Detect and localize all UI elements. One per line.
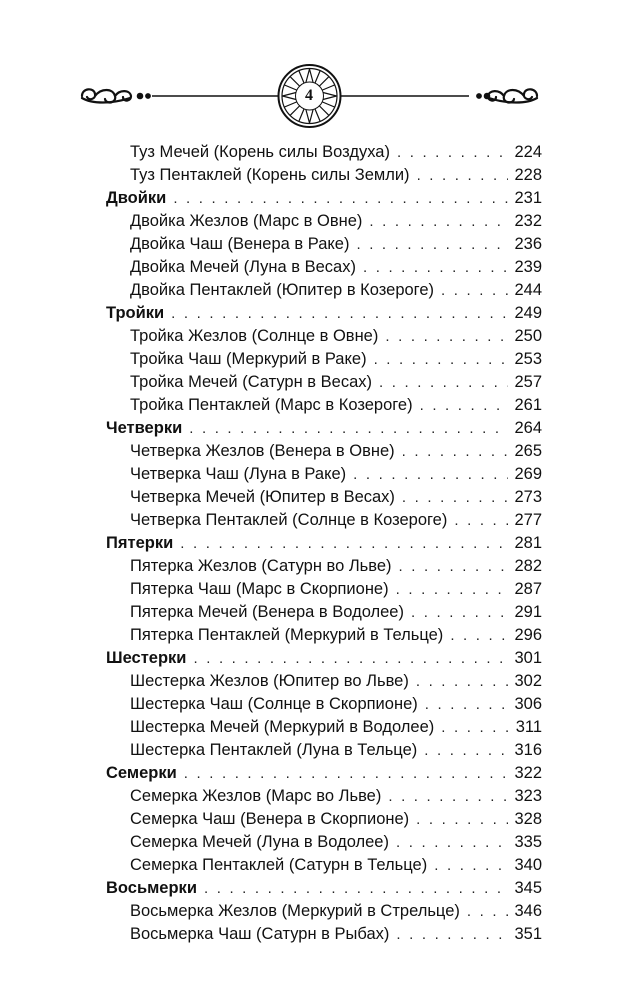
scroll-ornament-icon — [82, 89, 150, 102]
toc-leader-dots — [356, 233, 508, 256]
toc-entry-row[interactable] — [106, 854, 542, 877]
toc-page-number: 253 — [514, 350, 542, 368]
toc-entry-title: Двойка Чаш (Венера в Раке) — [130, 235, 350, 253]
toc-entry-title: Двойка Мечей (Луна в Весах) — [130, 258, 356, 276]
toc-section-row[interactable] — [106, 532, 542, 555]
toc-leader-dots — [385, 325, 508, 348]
toc-entry-title: Тройка Чаш (Меркурий в Раке) — [130, 350, 367, 368]
toc-leader-dots — [399, 555, 508, 578]
toc-entry-title: Двойка Пентаклей (Юпитер в Козероге) — [130, 281, 435, 299]
toc-leader-dots — [425, 693, 508, 716]
toc-leader-dots — [171, 302, 508, 325]
toc-entry-title: Шестерка Жезлов (Юпитер во Льве) — [130, 672, 409, 690]
toc-page-number: 301 — [514, 649, 542, 667]
toc-page-number: 346 — [514, 902, 542, 920]
toc-section-title: Шестерки — [106, 649, 187, 667]
toc-entry-title: Четверка Чаш (Луна в Раке) — [130, 465, 347, 483]
toc-section-title: Семерки — [106, 764, 177, 782]
toc-entry-row[interactable] — [106, 785, 542, 808]
toc-leader-dots — [396, 923, 508, 946]
toc-page-number: 282 — [514, 557, 542, 575]
toc-leader-dots — [388, 785, 508, 808]
toc-page-number: 345 — [514, 879, 542, 897]
toc-entry-row[interactable] — [106, 739, 542, 762]
toc-leader-dots — [193, 647, 508, 670]
toc-section-row[interactable] — [106, 762, 542, 785]
toc-entry-row[interactable] — [106, 348, 542, 371]
toc-entry-title: Пятерка Пентаклей (Меркурий в Тельце) — [130, 626, 444, 644]
toc-entry-title: Четверка Мечей (Юпитер в Весах) — [130, 488, 395, 506]
toc-entry-title: Семерка Мечей (Луна в Водолее) — [130, 833, 389, 851]
toc-section-title: Тройки — [106, 304, 165, 322]
toc-entry-row[interactable] — [106, 164, 542, 187]
toc-section-title: Восьмерки — [106, 879, 197, 897]
toc-page-number: 351 — [514, 925, 542, 943]
toc-page-number: 264 — [514, 419, 542, 437]
toc-entry-title: Шестерка Мечей (Меркурий в Водолее) — [130, 718, 435, 736]
toc-entry-row[interactable] — [106, 601, 542, 624]
toc-entry-title: Четверка Пентаклей (Солнце в Козероге) — [130, 511, 448, 529]
toc-page-number: 323 — [514, 787, 542, 805]
toc-entry-row[interactable] — [106, 509, 542, 532]
toc-entry-title: Туз Мечей (Корень силы Воздуха) — [130, 143, 390, 161]
toc-leader-dots — [420, 394, 508, 417]
toc-page-number: 261 — [514, 396, 542, 414]
toc-leader-dots — [402, 486, 508, 509]
toc-section-row[interactable] — [106, 302, 542, 325]
toc-leader-dots — [353, 463, 508, 486]
toc-leader-dots — [363, 256, 508, 279]
toc-entry-title: Туз Пентаклей (Корень силы Земли) — [130, 166, 410, 184]
toc-entry-title: Семерка Пентаклей (Сатурн в Тельце) — [130, 856, 428, 874]
toc-entry-title: Семерка Жезлов (Марс во Льве) — [130, 787, 382, 805]
toc-entry-title: Пятерка Мечей (Венера в Водолее) — [130, 603, 404, 621]
toc-entry-title: Тройка Жезлов (Солнце в Овне) — [130, 327, 379, 345]
toc-leader-dots — [204, 877, 508, 900]
toc-leader-dots — [417, 164, 508, 187]
toc-section-row[interactable] — [106, 647, 542, 670]
toc-entry-row[interactable] — [106, 900, 542, 923]
toc-entry-row[interactable] — [106, 555, 542, 578]
toc-entry-row[interactable] — [106, 716, 542, 739]
toc-entry-title: Двойка Жезлов (Марс в Овне) — [130, 212, 363, 230]
toc-leader-dots — [397, 141, 508, 164]
toc-leader-dots — [467, 900, 508, 923]
toc-section-title: Двойки — [106, 189, 167, 207]
toc-leader-dots — [402, 440, 508, 463]
toc-leader-dots — [416, 670, 508, 693]
toc-page-number: 249 — [514, 304, 542, 322]
toc-leader-dots — [184, 762, 508, 785]
toc-page-number: 277 — [514, 511, 542, 529]
toc-section-title: Пятерки — [106, 534, 174, 552]
toc-leader-dots — [189, 417, 508, 440]
toc-section-title: Четверки — [106, 419, 183, 437]
toc-section-row[interactable] — [106, 417, 542, 440]
toc-page-number: 306 — [514, 695, 542, 713]
toc-page-number: 291 — [514, 603, 542, 621]
toc-leader-dots — [369, 210, 508, 233]
table-of-contents — [106, 141, 542, 946]
toc-entry-row[interactable] — [106, 210, 542, 233]
toc-entry-row[interactable] — [106, 440, 542, 463]
toc-page-number: 273 — [514, 488, 542, 506]
toc-entry-title: Четверка Жезлов (Венера в Овне) — [130, 442, 395, 460]
toc-leader-dots — [374, 348, 508, 371]
toc-entry-title: Шестерка Пентаклей (Луна в Тельце) — [130, 741, 418, 759]
toc-entry-title: Тройка Мечей (Сатурн в Весах) — [130, 373, 372, 391]
toc-page-number: 287 — [514, 580, 542, 598]
toc-page-number: 265 — [514, 442, 542, 460]
toc-entry-row[interactable] — [106, 670, 542, 693]
toc-entry-row[interactable] — [106, 486, 542, 509]
toc-page-number: 328 — [514, 810, 542, 828]
toc-page-number: 316 — [514, 741, 542, 759]
toc-page-number: 239 — [514, 258, 542, 276]
toc-page-number: 244 — [514, 281, 542, 299]
toc-page-number: 311 — [515, 718, 542, 736]
toc-entry-title: Пятерка Чаш (Марс в Скорпионе) — [130, 580, 389, 598]
toc-page-number: 302 — [514, 672, 542, 690]
toc-entry-row[interactable] — [106, 578, 542, 601]
toc-entry-title: Восьмерка Жезлов (Меркурий в Стрельце) — [130, 902, 460, 920]
toc-entry-row[interactable] — [106, 463, 542, 486]
toc-entry-row[interactable] — [106, 831, 542, 854]
toc-entry-title: Пятерка Жезлов (Сатурн во Льве) — [130, 557, 392, 575]
toc-leader-dots — [441, 279, 508, 302]
toc-page-number: 281 — [514, 534, 542, 552]
toc-entry-row[interactable] — [106, 394, 542, 417]
toc-entry-row[interactable] — [106, 141, 542, 164]
toc-entry-title: Тройка Пентаклей (Марс в Козероге) — [130, 396, 413, 414]
toc-leader-dots — [411, 601, 508, 624]
toc-leader-dots — [416, 808, 508, 831]
toc-page-number: 322 — [514, 764, 542, 782]
toc-leader-dots — [173, 187, 508, 210]
toc-section-row[interactable] — [106, 877, 542, 900]
toc-entry-row[interactable] — [106, 693, 542, 716]
toc-leader-dots — [396, 831, 508, 854]
toc-leader-dots — [454, 509, 508, 532]
toc-leader-dots — [450, 624, 508, 647]
toc-page-number: 269 — [514, 465, 542, 483]
toc-leader-dots — [379, 371, 508, 394]
toc-page-number: 250 — [514, 327, 542, 345]
toc-entry-row[interactable] — [106, 624, 542, 647]
toc-leader-dots — [396, 578, 508, 601]
toc-leader-dots — [434, 854, 508, 877]
toc-leader-dots — [180, 532, 508, 555]
toc-entry-row[interactable] — [106, 279, 542, 302]
toc-entry-row[interactable] — [106, 325, 542, 348]
scroll-ornament-icon — [477, 89, 537, 102]
toc-page-number: 224 — [514, 143, 542, 161]
toc-leader-dots — [441, 716, 508, 739]
toc-page-number: 296 — [514, 626, 542, 644]
toc-entry-row[interactable] — [106, 923, 542, 946]
toc-page-number: 228 — [514, 166, 542, 184]
toc-entry-row[interactable] — [106, 808, 542, 831]
toc-page-number: 257 — [514, 373, 542, 391]
toc-entry-title: Восьмерка Чаш (Сатурн в Рыбах) — [130, 925, 390, 943]
toc-page-number: 335 — [514, 833, 542, 851]
page-number: 4 — [305, 87, 313, 104]
toc-page-number: 231 — [514, 189, 542, 207]
toc-entry-title: Семерка Чаш (Венера в Скорпионе) — [130, 810, 410, 828]
toc-entry-row[interactable] — [106, 233, 542, 256]
toc-entry-title: Шестерка Чаш (Солнце в Скорпионе) — [130, 695, 418, 713]
toc-page-number: 236 — [514, 235, 542, 253]
toc-entry-row[interactable] — [106, 371, 542, 394]
toc-page-number: 232 — [514, 212, 542, 230]
toc-page-number: 340 — [514, 856, 542, 874]
toc-section-row[interactable] — [106, 187, 542, 210]
toc-leader-dots — [424, 739, 508, 762]
toc-entry-row[interactable] — [106, 256, 542, 279]
